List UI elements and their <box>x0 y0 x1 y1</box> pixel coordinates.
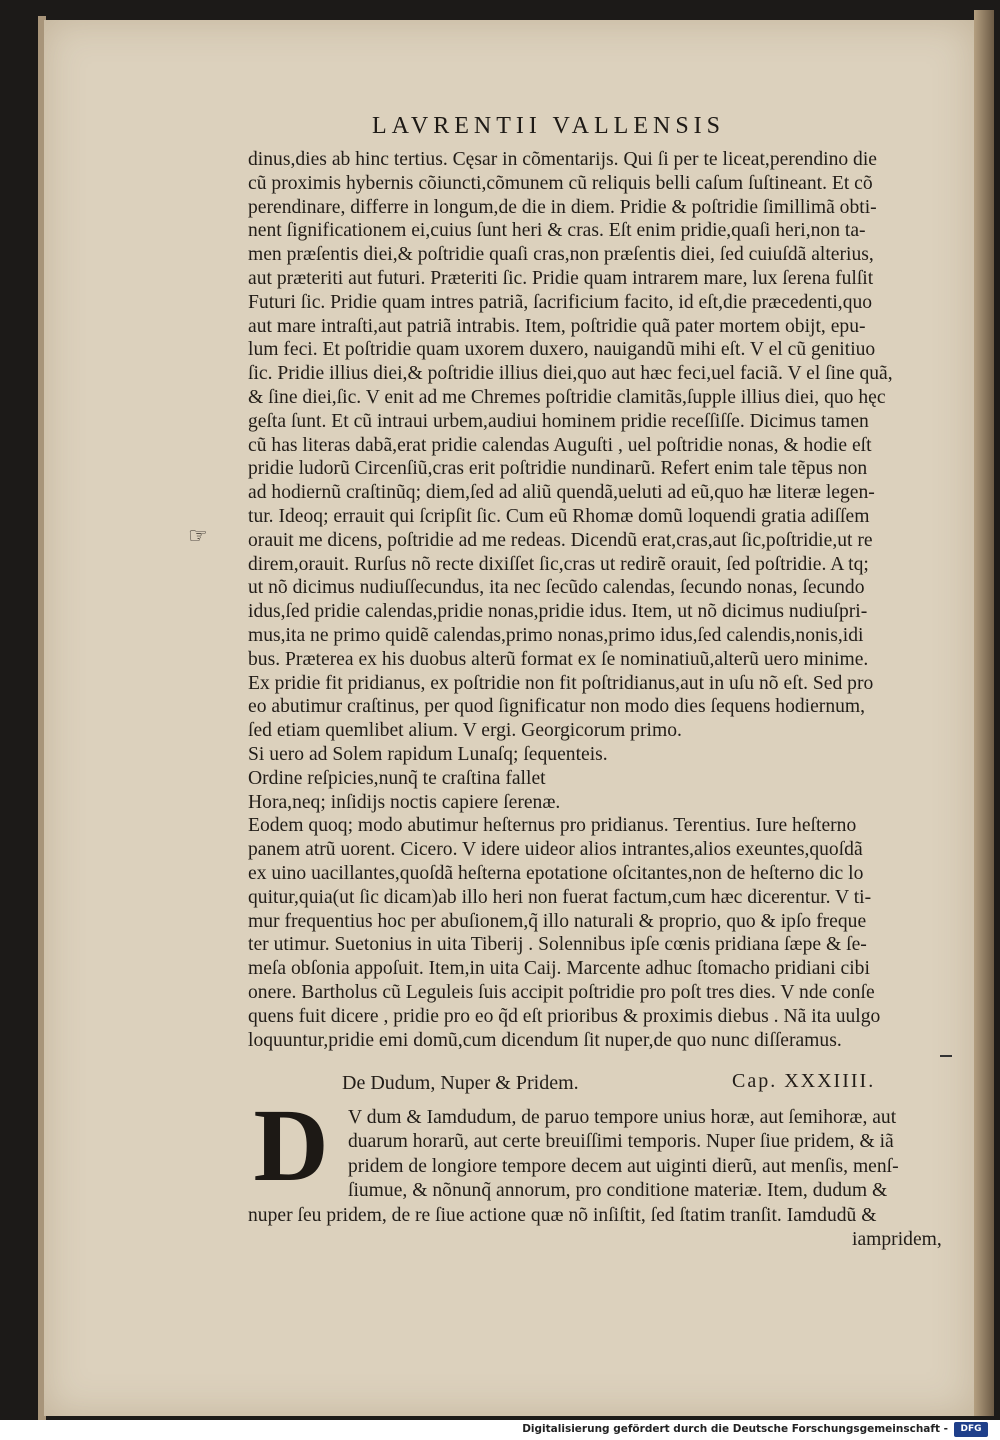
text-line: meſa obſonia appoſuit. Item,in uita Caij. Marcente adhuc ſtomacho pridiani cibi <box>248 958 870 980</box>
page-edge-right <box>974 10 994 1416</box>
text-line: eo abutimur craſtinus, per quod ſignificatur non modo dies ſequens hodiernum, <box>248 696 866 718</box>
text-line: duarum horarũ, aut certe breuiſſimi temporis. Nuper ſiue pridem, & iã <box>348 1131 894 1153</box>
chapter-number: Cap. XXXIIII. <box>732 1070 876 1092</box>
text-line: Hora,neq; inſidijs noctis capiere ſerenæ. <box>248 791 561 813</box>
text-line: panem atrũ uorent. Cicero. V idere uideor alios intrantes,alios exeuntes,quoſdã <box>248 839 863 861</box>
text-line: ad hodiernũ craſtinũq; diem,ſed ad aliũ quendã,ueluti ad eũ,quo hæ literæ legen- <box>248 482 875 504</box>
text-line: cũ proximis hybernis cõiuncti,cõmunem cũ reliquis belli caſum ſuſtineant. Et cõ <box>248 172 873 194</box>
chapter-heading: De Dudum, Nuper & Pridem. <box>342 1072 579 1094</box>
text-line: ter utimur. Suetonius in uita Tiberij . Solennibus ipſe cœnis pridiana ſæpe & ſe- <box>248 934 867 956</box>
text-line: mur frequentius hoc per abuſionem,q̃ illo naturali & proprio, quo & ipſo freque <box>248 910 867 932</box>
text-line: pridie ludorũ Circenſiũ,cras erit poſtridie nundinarũ. Refert enim tale tẽpus non <box>248 458 868 480</box>
text-line: & ſine diei,ſic. V enit ad me Chremes poſtridie clamitãs,ſupple illius diei, quo hęc <box>248 387 886 408</box>
text-line: Ordine reſpicies,nunq̃ te craſtina fallet <box>248 767 546 789</box>
text-line: lum feci. Et poſtridie quam uxorem duxero, nauigandũ mihi eſt. V el cũ genitiuo <box>248 339 876 361</box>
text-line: nent ſignificationem ei,cuius ſunt heri & cras. Eſt enim pridie,quaſi heri,non ta- <box>248 220 866 242</box>
text-line: aut præteriti aut futuri. Præteriti ſic. Pridie quam intrarem mare, lux ſerena fulſit <box>248 268 874 289</box>
text-line: V dum & Iamdudum, de paruo tempore unius horæ, aut ſemihoræ, aut <box>348 1107 897 1128</box>
dfg-logo-icon: DFG <box>954 1422 988 1437</box>
text-line: quitur,quia(ut ſic dicam)ab illo heri non fuerat factum,cum hæc dicerentur. V ti- <box>248 886 872 908</box>
text-line: tur. Ideoq; errauit qui ſcripſit ſic. Cum eũ Rhomæ domũ loquendi gratia adiſſem <box>248 506 870 527</box>
text-line: ut nõ dicimus nudiuſſecundus, ita nec ſecũdo calendas, ſecundo nonas, ſecundo <box>248 577 865 599</box>
text-line: ſiumue, & nõnunq̃ annorum, pro conditione materiæ. Item, dudum & <box>348 1180 888 1202</box>
footer-credit: Digitalisierung gefördert durch die Deutsche Forschungsgemeinschaft - <box>522 1423 948 1435</box>
footer-bar <box>0 1420 1000 1440</box>
text-line: orauit me dicens, poſtridie ad me redeas. Dicendũ erat,cras,aut ſic,poſtridie,ut re <box>248 529 873 551</box>
text-line: perendinare, differre in longum,de die in diem. Pridie & poſtridie ſimillimã obti- <box>248 196 877 218</box>
text-line: ſed etiam quemlibet alium. V ergi. Georgicorum primo. <box>248 720 682 742</box>
text-line: Ex pridie fit pridianus, ex poſtridie non fit poſtridianus,aut in uſu nõ eſt. Sed pro <box>248 672 874 694</box>
text-line: quens fuit dicere , pridie pro eo q̃d eſt prioribus & proximis diebus . Nã ita uulgo <box>248 1005 881 1027</box>
text-line: Eodem quoq; modo abutimur heſternus pro pridianus. Terentius. Iure heſterno <box>248 815 857 837</box>
drop-cap-initial: D <box>253 1088 329 1203</box>
running-head: LAVRENTII VALLENSIS <box>372 113 726 139</box>
text-line: nuper ſeu pridem, de re ſiue actione quæ nõ inſiſtit, ſed ſtatim tranſit. Iamdudũ & <box>248 1204 877 1226</box>
text-line: aut mare intraſti,aut patriã intrabis. Item, poſtridie quã pater mortem obijt, epu- <box>248 315 866 337</box>
text-line: geſta ſunt. Et cũ intraui urbem,audiui hominem pridie receſſiſſe. Dicimus tamen <box>248 410 869 432</box>
text-line: cũ has literas dabã,erat pridie calendas Auguſti , uel poſtridie nonas, & hodie eſt <box>248 434 872 456</box>
text-line: Si uero ad Solem rapidum Lunaſq; ſequenteis. <box>248 744 608 765</box>
text-line: ſic. Pridie illius diei,& poſtridie illius diei,quo aut hæc feci,uel faciã. V el ſine quã, <box>248 363 893 385</box>
text-line: bus. Præterea ex his duobus alterũ format ex ſe nominatiuũ,alterũ uero minime. <box>248 648 869 670</box>
text-line: Futuri ſic. Pridie quam intres patriã, ſacrificium facito, id eſt,die præcedenti,quo <box>248 291 873 313</box>
text-line: pridem de longiore tempore decem aut uiginti dierũ, aut menſis, menſ- <box>348 1155 899 1177</box>
text-line: direm,orauit. Rurſus nõ recte dixiſſet ſic,cras ut redirẽ orauit, ſed poſtridie. A tq; <box>248 553 869 575</box>
text-line: dinus,dies ab hinc tertius. Cęsar in cõmentarijs. Qui ſi per te liceat,perendino die <box>248 149 877 170</box>
text-line: idus,ſed pridie calendas,pridie nonas,pridie idus. Item, ut nõ dicimus nudiuſpri- <box>248 601 868 623</box>
text-line: men præſentis diei,& poſtridie quaſi cras,non præſentis diei, ſed cuiuſdã alterius, <box>248 244 874 266</box>
text-line: ex uino uacillantes,quoſdã heſterna epotatione oſcitantes,non de heſterno dic lo <box>248 863 864 884</box>
text-line: iampridem, <box>852 1229 942 1250</box>
text-line: onere. Bartholus cũ Leguleis ſuis accipit poſtridie pro poſt tres dies. V nde conſe <box>248 982 875 1003</box>
line-end-dash <box>940 1055 952 1057</box>
text-line: loquuntur,pridie emi domũ,cum dicendum ſit nuper,de quo nunc diſſeramus. <box>248 1029 842 1051</box>
pointing-hand-icon: ☞ <box>188 524 208 549</box>
text-line: mus,ita ne primo quidẽ calendas,primo nonas,primo idus,ſed calendis,nonis,idi <box>248 625 864 646</box>
